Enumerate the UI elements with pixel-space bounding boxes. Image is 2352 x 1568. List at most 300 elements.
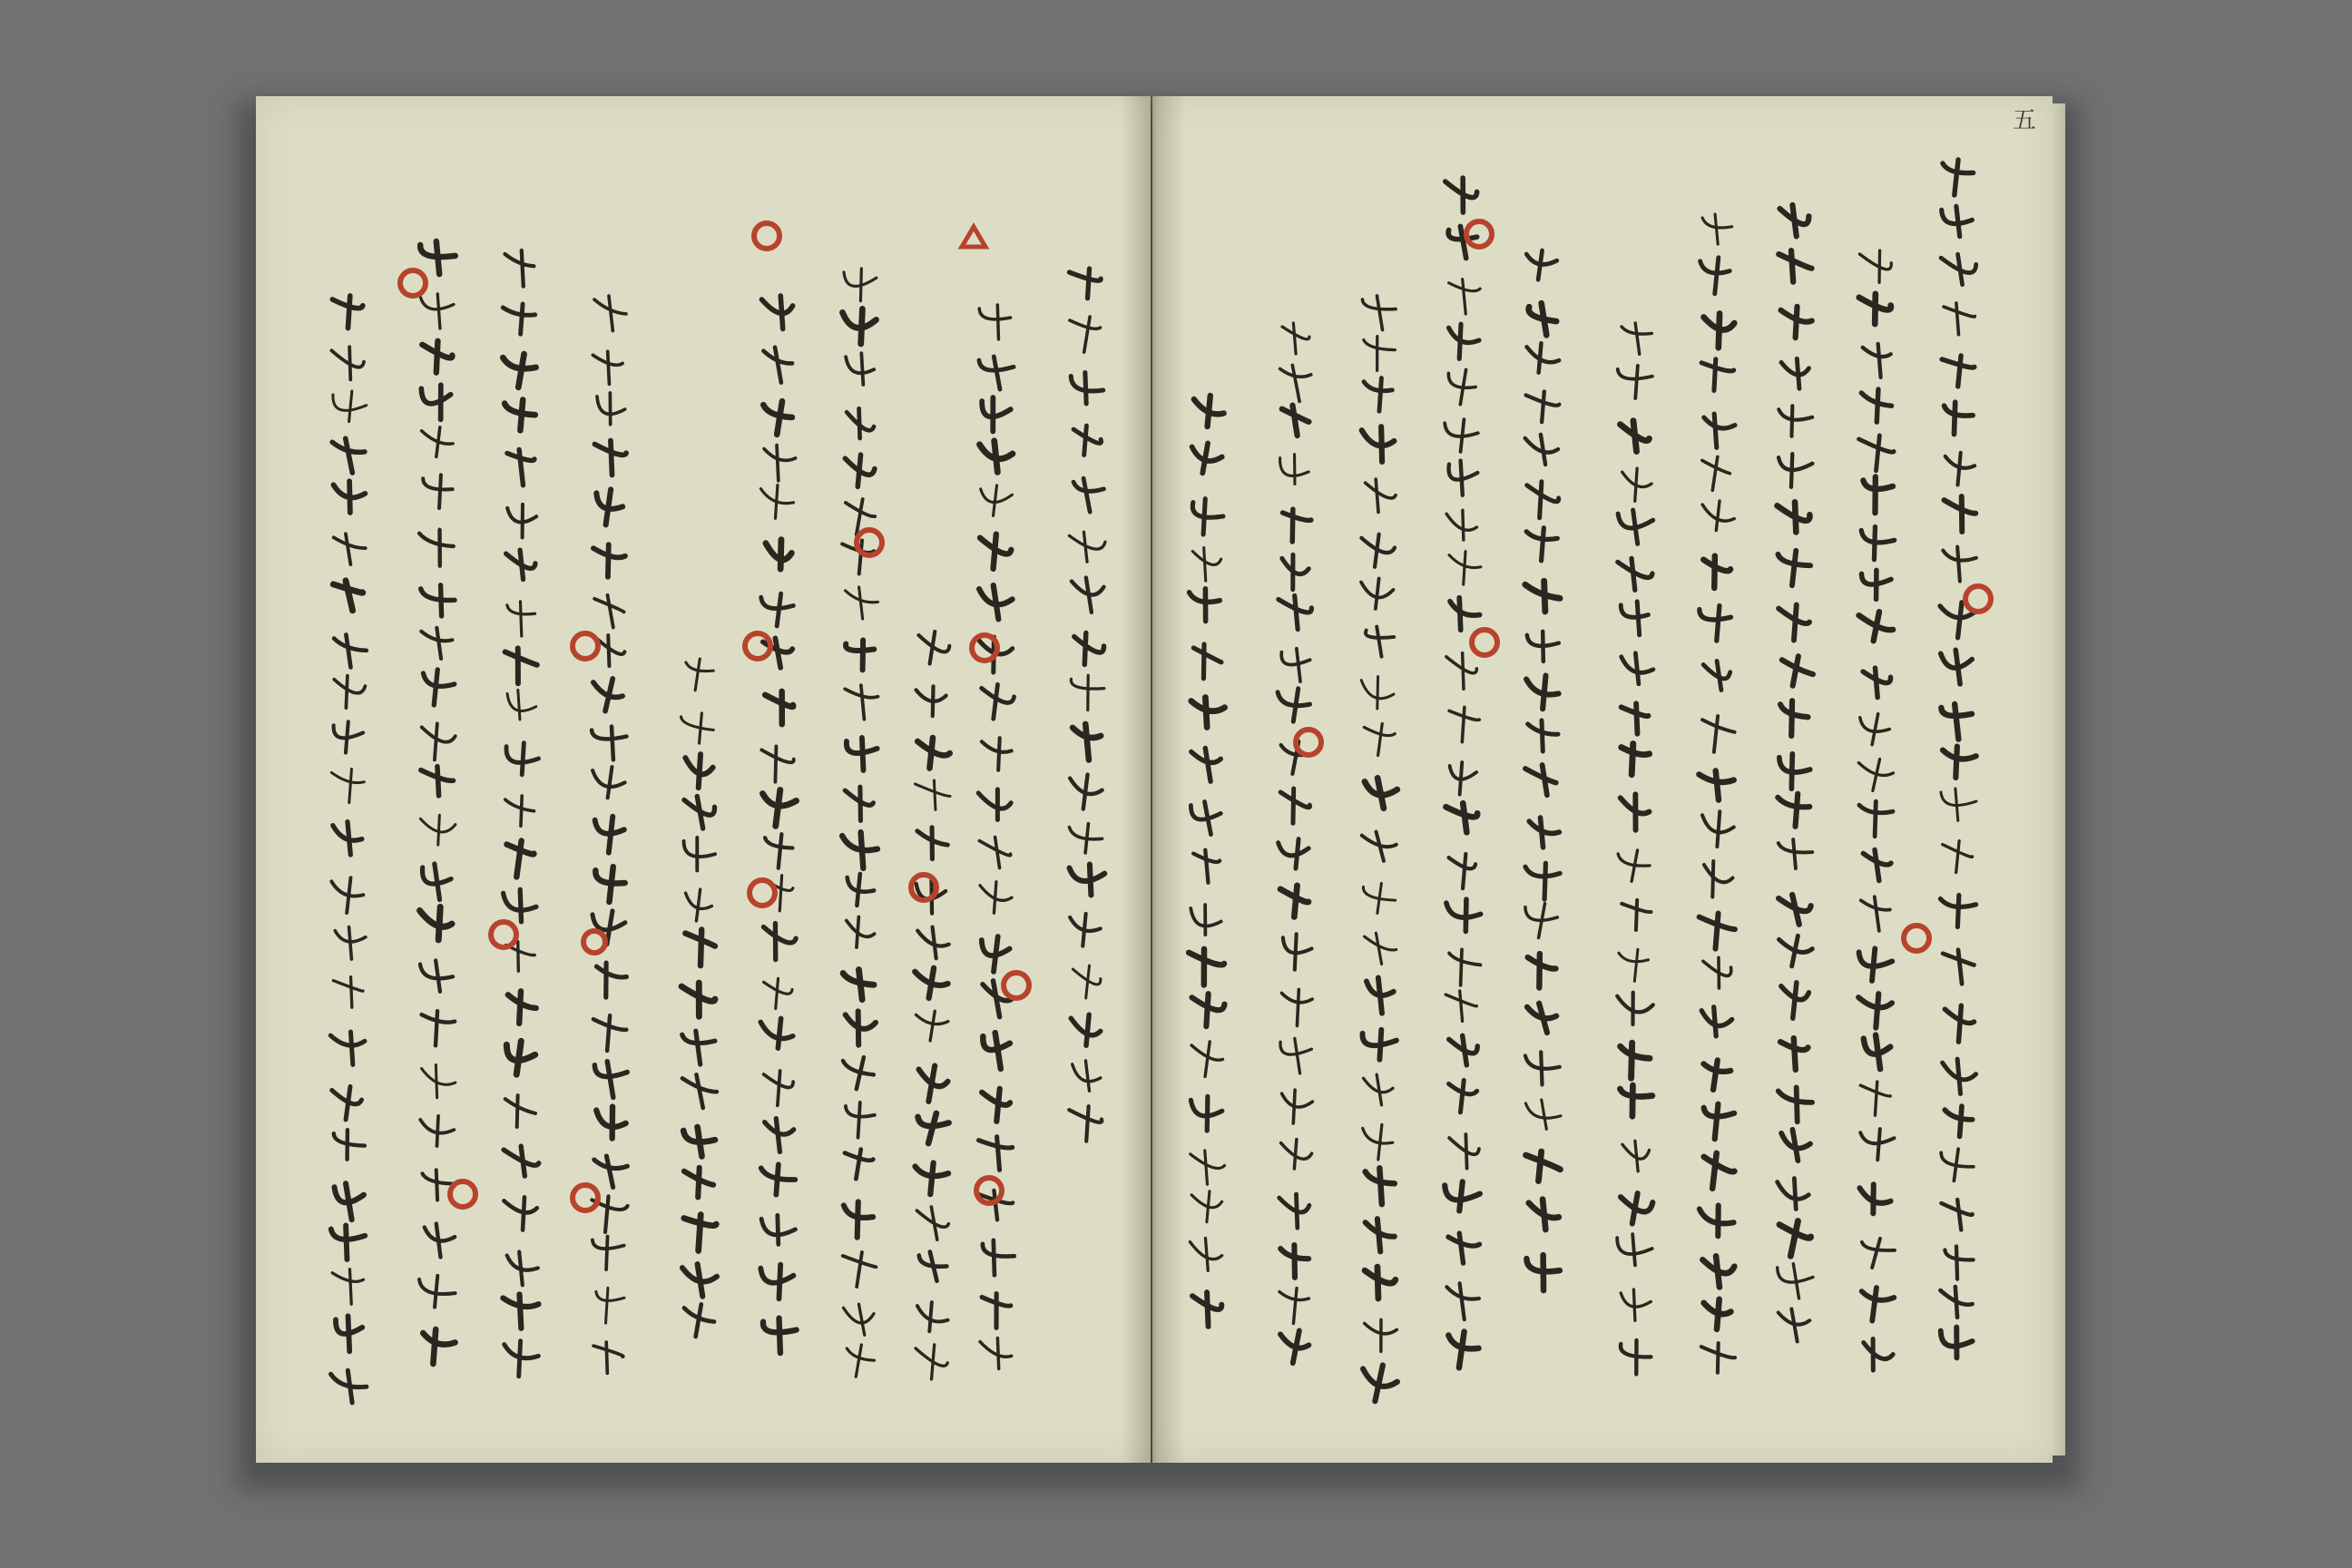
- brush-stroke: [983, 1240, 1014, 1275]
- brush-stroke: [1280, 1330, 1308, 1363]
- brush-stroke: [1945, 453, 1975, 485]
- brush-stroke: [983, 1033, 1010, 1069]
- brush-stroke: [1364, 723, 1395, 755]
- brush-stroke: [506, 550, 535, 579]
- brush-stroke: [1860, 1129, 1894, 1160]
- red-circle-marker: [491, 922, 516, 947]
- brush-stroke: [847, 916, 875, 947]
- brush-stroke: [1069, 532, 1105, 562]
- brush-stroke: [765, 834, 792, 867]
- brush-stroke: [331, 1226, 365, 1259]
- brush-stroke: [1280, 789, 1309, 823]
- brush-stroke: [1861, 389, 1891, 422]
- brush-stroke: [1364, 378, 1392, 412]
- brush-stroke: [1621, 421, 1650, 452]
- brush-stroke: [1449, 854, 1476, 888]
- brush-stroke: [1945, 1247, 1973, 1279]
- brush-stroke: [1779, 754, 1810, 789]
- brush-stroke: [1941, 1200, 1972, 1230]
- brush-stroke: [1281, 1140, 1312, 1169]
- brush-stroke: [1779, 895, 1810, 925]
- brush-stroke: [1362, 426, 1395, 462]
- brush-stroke: [845, 685, 877, 720]
- brush-stroke: [1863, 476, 1893, 513]
- brush-stroke: [423, 475, 452, 508]
- brush-stroke: [1703, 1060, 1730, 1090]
- brush-stroke: [1278, 689, 1309, 721]
- brush-stroke: [1191, 748, 1221, 781]
- brush-stroke: [760, 485, 793, 519]
- red-circle-marker: [583, 931, 605, 953]
- brush-stroke: [1445, 419, 1478, 452]
- brush-stroke: [1702, 811, 1734, 847]
- brush-stroke: [843, 1304, 873, 1335]
- brush-stroke: [593, 679, 622, 711]
- brush-stroke: [1781, 358, 1809, 388]
- brush-stroke: [422, 1065, 456, 1098]
- brush-stroke: [1192, 444, 1222, 474]
- brush-stroke: [1861, 527, 1894, 560]
- brush-stroke: [980, 534, 1011, 569]
- brush-stroke: [504, 889, 536, 922]
- brush-stroke: [594, 1156, 628, 1187]
- brush-stroke: [335, 1183, 364, 1220]
- brush-stroke: [1699, 770, 1733, 799]
- brush-stroke: [982, 1089, 1010, 1122]
- brush-stroke: [421, 628, 452, 659]
- brush-stroke: [979, 1137, 1013, 1171]
- brush-stroke: [1941, 254, 1976, 285]
- brush-stroke: [505, 1341, 539, 1377]
- brush-stroke: [1365, 933, 1396, 964]
- brush-stroke: [507, 449, 534, 485]
- brush-stroke: [1525, 904, 1557, 938]
- brush-stroke: [1363, 883, 1395, 913]
- brush-stroke: [1527, 1004, 1556, 1033]
- brush-stroke: [594, 1062, 627, 1098]
- brush-stroke: [1704, 861, 1732, 897]
- brush-stroke: [847, 408, 874, 438]
- brush-stroke: [1858, 760, 1893, 791]
- brush-stroke: [1446, 991, 1476, 1021]
- brush-stroke: [978, 789, 1011, 820]
- brush-stroke: [1449, 1134, 1479, 1169]
- brush-stroke: [1073, 426, 1102, 455]
- brush-stroke: [1703, 313, 1734, 348]
- brush-stroke: [333, 391, 367, 422]
- brush-stroke: [1859, 294, 1891, 324]
- brush-stroke: [1363, 1030, 1396, 1060]
- brush-stroke: [1191, 1096, 1221, 1131]
- brush-stroke: [1861, 897, 1890, 931]
- brush-stroke: [1445, 1181, 1480, 1210]
- brush-stroke: [1190, 1239, 1221, 1271]
- brush-stroke: [1940, 1287, 1972, 1318]
- brush-stroke: [1281, 649, 1309, 681]
- red-circle-marker: [400, 270, 426, 296]
- brush-stroke: [1446, 653, 1477, 690]
- brush-stroke: [1283, 509, 1311, 542]
- brush-stroke: [845, 455, 874, 486]
- brush-stroke: [1363, 1074, 1393, 1105]
- brush-stroke: [1365, 778, 1397, 808]
- brush-stroke: [982, 1293, 1011, 1328]
- brush-stroke: [420, 906, 452, 939]
- brush-stroke: [1191, 905, 1220, 935]
- brush-stroke: [843, 1057, 874, 1089]
- brush-stroke: [505, 400, 535, 431]
- brush-stroke: [507, 602, 535, 636]
- brush-stroke: [1703, 957, 1731, 988]
- brush-stroke: [1365, 1267, 1396, 1298]
- brush-stroke: [1526, 391, 1560, 422]
- brush-stroke: [760, 1018, 792, 1048]
- brush-stroke: [332, 1086, 362, 1120]
- brush-stroke: [505, 250, 534, 287]
- brush-stroke: [980, 441, 1013, 472]
- brush-stroke: [1863, 849, 1891, 880]
- brush-stroke: [1702, 1256, 1734, 1287]
- brush-stroke: [1529, 818, 1559, 848]
- brush-stroke: [1071, 675, 1104, 710]
- brush-stroke: [1863, 344, 1891, 377]
- brush-stroke: [843, 970, 874, 1000]
- brush-stroke: [594, 440, 626, 475]
- brush-stroke: [1525, 765, 1556, 795]
- brush-stroke: [916, 1162, 948, 1194]
- brush-stroke: [1859, 801, 1893, 837]
- brush-stroke: [1069, 824, 1102, 853]
- brush-stroke: [506, 743, 539, 775]
- brush-stroke: [1781, 1130, 1810, 1161]
- brush-stroke: [1365, 1319, 1397, 1351]
- brush-stroke: [1703, 556, 1730, 588]
- brush-stroke: [1450, 598, 1480, 631]
- brush-stroke: [1282, 554, 1308, 589]
- brush-stroke: [1862, 1239, 1895, 1268]
- brush-stroke: [1074, 633, 1104, 665]
- brush-stroke: [1860, 1082, 1890, 1115]
- brush-stroke: [1448, 1233, 1480, 1263]
- brush-stroke: [1621, 602, 1648, 635]
- brush-columns: [330, 160, 1976, 1403]
- brush-stroke: [681, 983, 715, 1016]
- brush-stroke: [848, 874, 874, 906]
- brush-stroke: [593, 911, 625, 945]
- brush-stroke: [764, 1071, 793, 1105]
- brush-stroke: [1448, 1332, 1478, 1368]
- brush-stroke: [917, 927, 949, 959]
- brush-stroke: [1779, 250, 1811, 282]
- brush-stroke: [334, 676, 365, 709]
- brush-stroke: [1280, 1245, 1308, 1278]
- brush-stroke: [761, 296, 792, 328]
- brush-stroke: [684, 797, 715, 828]
- brush-stroke: [422, 1011, 456, 1045]
- brush-stroke: [593, 544, 625, 577]
- red-circle-marker: [754, 223, 779, 249]
- brush-stroke: [761, 1164, 796, 1194]
- brush-stroke: [331, 1370, 367, 1403]
- brush-stroke: [682, 1074, 717, 1108]
- brush-stroke: [1778, 551, 1810, 585]
- brush-stroke: [1781, 983, 1809, 1018]
- brush-stroke: [982, 397, 1011, 431]
- brush-stroke: [1446, 510, 1476, 540]
- brush-stroke: [1191, 1042, 1222, 1076]
- brush-stroke: [506, 841, 534, 877]
- brush-stroke: [1781, 307, 1812, 338]
- brush-stroke: [332, 296, 362, 328]
- brush-stroke: [1621, 1340, 1651, 1374]
- brush-stroke: [763, 924, 796, 960]
- brush-stroke: [1362, 832, 1396, 861]
- brush-stroke: [684, 1168, 713, 1198]
- brush-stroke: [1071, 373, 1103, 404]
- brush-stroke: [1618, 558, 1652, 590]
- brush-stroke: [1449, 707, 1479, 741]
- brush-stroke: [682, 1264, 717, 1297]
- brush-stroke: [1618, 850, 1650, 881]
- brush-stroke: [504, 1146, 539, 1176]
- brush-stroke: [421, 767, 454, 796]
- brush-stroke: [982, 684, 1014, 719]
- brush-stroke: [845, 1150, 873, 1180]
- brush-stroke: [1779, 936, 1813, 965]
- brush-stroke: [1943, 841, 1973, 873]
- brush-stroke: [1070, 317, 1101, 352]
- brush-stroke: [1364, 337, 1395, 371]
- brush-stroke: [1945, 1005, 1974, 1042]
- brush-stroke: [1940, 896, 1975, 927]
- brush-stroke: [1941, 1149, 1974, 1181]
- brush-stroke: [593, 1015, 626, 1051]
- red-circle-marker: [450, 1181, 475, 1207]
- brush-stroke: [334, 534, 366, 564]
- brush-stroke: [1704, 414, 1735, 447]
- brush-stroke: [420, 815, 455, 845]
- brush-stroke: [1283, 934, 1312, 969]
- brush-stroke: [980, 882, 1012, 914]
- brush-stroke: [1361, 579, 1393, 609]
- brush-stroke: [332, 438, 365, 473]
- brush-stroke: [842, 309, 876, 344]
- brush-stroke: [1192, 994, 1225, 1026]
- brush-stroke: [1622, 744, 1650, 775]
- brush-stroke: [1449, 1080, 1477, 1112]
- brush-stroke: [1366, 627, 1394, 657]
- brush-stroke: [1194, 396, 1224, 426]
- brush-stroke: [1279, 1194, 1309, 1228]
- brush-stroke: [1779, 605, 1809, 641]
- brush-stroke: [330, 1032, 365, 1064]
- brush-stroke: [593, 1237, 624, 1269]
- brush-stroke: [1073, 1061, 1101, 1091]
- brush-stroke: [1280, 365, 1311, 401]
- brush-stroke: [1779, 839, 1813, 868]
- brush-stroke: [1622, 703, 1649, 733]
- brush-stroke: [761, 593, 794, 626]
- brush-stroke: [685, 754, 712, 788]
- brush-stroke: [1449, 552, 1481, 585]
- brush-stroke: [1070, 775, 1102, 809]
- brush-stroke: [1779, 1087, 1812, 1122]
- brush-stroke: [596, 1288, 624, 1323]
- brush-stroke: [842, 832, 877, 868]
- brush-stroke: [1943, 747, 1976, 778]
- brush-stroke: [1446, 178, 1477, 212]
- brush-stroke: [593, 1342, 623, 1373]
- brush-stroke: [1070, 914, 1101, 946]
- brush-stroke: [1945, 402, 1974, 434]
- brush-stroke: [1621, 1193, 1652, 1223]
- brush-stroke: [763, 348, 792, 383]
- brush-stroke: [1700, 914, 1735, 949]
- brush-stroke: [423, 670, 454, 705]
- brush-stroke: [594, 595, 623, 628]
- brush-stroke: [422, 427, 454, 457]
- brush-stroke: [1072, 578, 1104, 612]
- brush-stroke: [1280, 455, 1309, 485]
- brush-stroke: [980, 1338, 1012, 1369]
- brush-stroke: [979, 305, 1010, 339]
- brush-stroke: [1943, 547, 1976, 582]
- brush-stroke: [1622, 468, 1651, 501]
- brush-stroke: [1281, 989, 1312, 1025]
- brush-stroke: [597, 635, 624, 666]
- brush-stroke: [1944, 303, 1975, 335]
- brush-stroke: [1192, 1292, 1221, 1327]
- brush-stroke: [1529, 1200, 1559, 1230]
- brush-stroke: [1777, 502, 1809, 532]
- brush-stroke: [1859, 948, 1893, 981]
- brush-stroke: [421, 385, 450, 419]
- brush-stroke: [419, 530, 454, 566]
- brush-stroke: [1941, 1328, 1973, 1358]
- brush-stroke: [686, 889, 712, 921]
- brush-stroke: [1621, 1289, 1651, 1320]
- brush-stroke: [1945, 1106, 1972, 1136]
- brush-stroke: [423, 864, 452, 900]
- brush-stroke: [846, 353, 874, 385]
- brush-stroke: [764, 446, 795, 481]
- brush-stroke: [684, 1304, 714, 1337]
- brush-stroke: [1526, 1255, 1559, 1290]
- brush-stroke: [595, 867, 624, 902]
- brush-stroke: [761, 746, 793, 781]
- brush-stroke: [1622, 653, 1653, 684]
- brush-stroke: [425, 1224, 455, 1258]
- brush-stroke: [764, 978, 793, 1008]
- brush-stroke: [1941, 704, 1972, 740]
- brush-stroke: [1449, 461, 1478, 495]
- brush-stroke: [334, 635, 367, 668]
- brush-stroke: [1280, 886, 1308, 917]
- brush-stroke: [1361, 534, 1395, 567]
- brush-stroke: [917, 1302, 948, 1331]
- brush-stroke: [681, 713, 714, 743]
- brush-stroke: [1191, 1151, 1225, 1184]
- brush-stroke: [1618, 366, 1652, 398]
- red-circle-marker: [573, 633, 598, 659]
- brush-stroke: [1780, 1038, 1808, 1070]
- brush-stroke: [1525, 581, 1560, 612]
- brush-stroke: [766, 540, 791, 570]
- brush-stroke: [1191, 802, 1220, 835]
- brush-stroke: [1527, 482, 1559, 518]
- brush-stroke: [844, 269, 877, 301]
- brush-stroke: [331, 877, 363, 913]
- brush-stroke: [916, 1345, 947, 1379]
- brush-stroke: [420, 961, 453, 992]
- brush-stroke: [1071, 1014, 1101, 1045]
- brush-stroke: [846, 587, 878, 619]
- brush-stroke: [1525, 863, 1560, 899]
- brush-stroke: [1450, 762, 1477, 794]
- brush-stroke: [503, 354, 535, 387]
- brush-stroke: [1779, 1308, 1810, 1341]
- brush-stroke: [979, 585, 1013, 619]
- red-circle-markers: [400, 221, 1991, 1210]
- brush-stroke: [419, 1276, 456, 1308]
- brush-stroke: [1282, 1090, 1313, 1123]
- brush-stroke: [1701, 1007, 1731, 1036]
- brush-stroke: [1778, 794, 1809, 827]
- brush-stroke: [916, 1011, 947, 1041]
- brush-stroke: [507, 505, 536, 537]
- brush-stroke: [1704, 1104, 1734, 1139]
- brush-stroke: [1942, 206, 1973, 236]
- brush-stroke: [1859, 612, 1894, 641]
- brush-stroke: [420, 241, 456, 274]
- brush-stroke: [982, 936, 1010, 972]
- brush-stroke: [1943, 160, 1974, 195]
- brush-stroke: [333, 481, 365, 513]
- brush-stroke: [685, 930, 715, 966]
- brush-stroke: [765, 1119, 794, 1152]
- brush-stroke: [1859, 250, 1891, 282]
- brush-stroke: [1193, 644, 1221, 679]
- brush-stroke: [917, 738, 950, 768]
- red-circle-marker: [1904, 926, 1929, 951]
- brush-stroke: [1862, 570, 1892, 599]
- brush-stroke: [1449, 949, 1480, 985]
- brush-stroke: [1446, 803, 1477, 832]
- brush-stroke: [1702, 214, 1732, 244]
- brush-stroke: [1191, 698, 1225, 728]
- brush-stroke: [1862, 1288, 1895, 1321]
- brush-stroke: [916, 686, 946, 716]
- brush-stroke: [1366, 1168, 1395, 1204]
- brush-stroke: [1778, 1264, 1813, 1298]
- brush-stroke: [686, 659, 713, 691]
- brush-stroke: [505, 796, 534, 826]
- brush-stroke: [1778, 1178, 1809, 1209]
- brush-stroke: [1362, 296, 1396, 330]
- brush-stroke: [1069, 1106, 1102, 1141]
- brush-stroke: [1192, 499, 1223, 534]
- brush-stroke: [597, 393, 625, 425]
- brush-stroke: [1527, 632, 1559, 662]
- brush-stroke: [918, 1113, 949, 1143]
- brush-stroke: [1702, 716, 1735, 752]
- brush-stroke: [423, 1329, 455, 1364]
- brush-stroke: [1621, 1043, 1650, 1078]
- brush-stroke: [1620, 1085, 1651, 1116]
- brush-stroke: [503, 1294, 538, 1328]
- brush-stroke: [843, 1252, 877, 1287]
- brush-stroke: [335, 927, 366, 959]
